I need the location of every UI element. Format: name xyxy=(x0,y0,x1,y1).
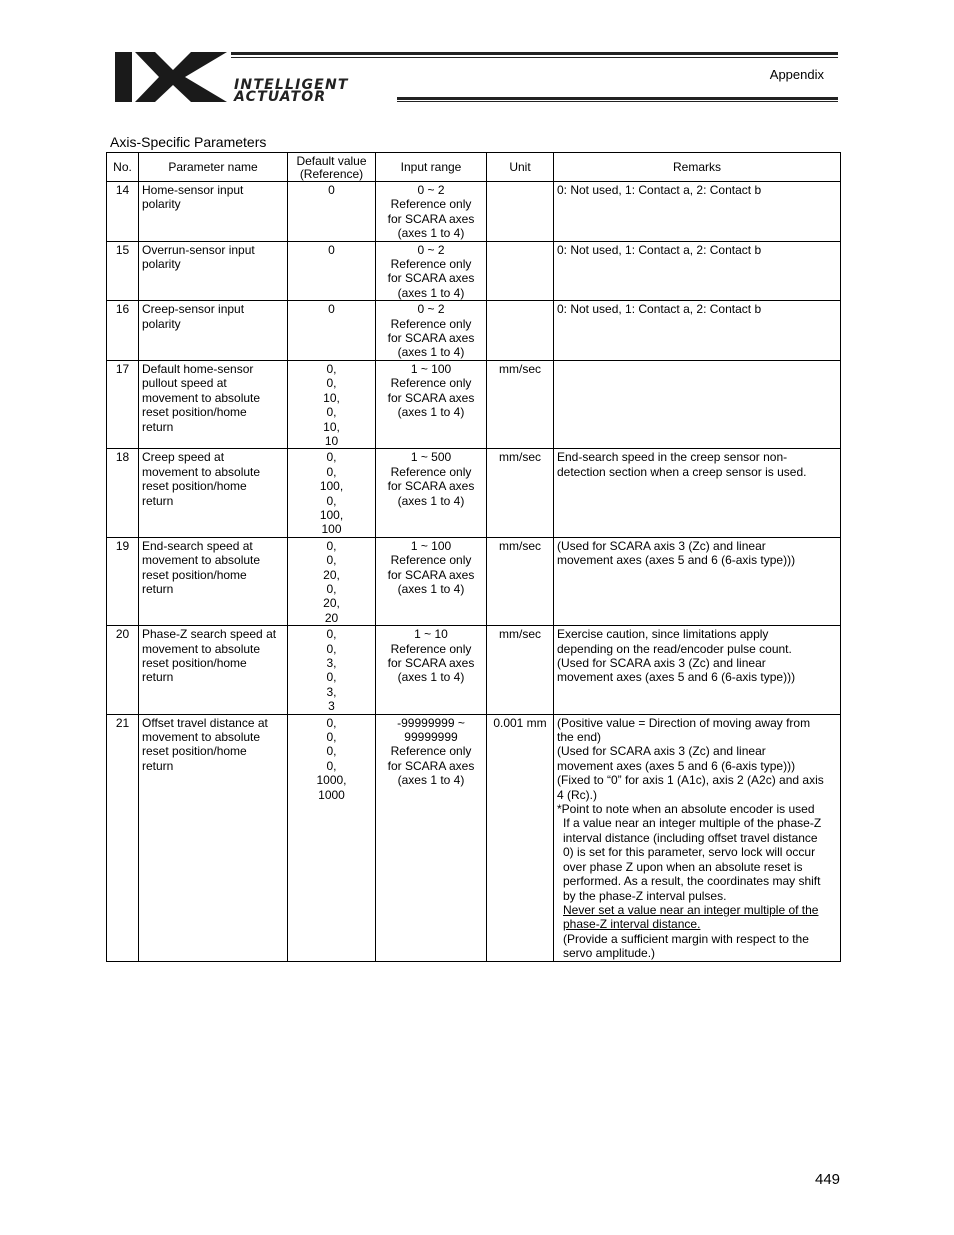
cell-remarks xyxy=(554,714,841,961)
cell-range: 1 ~ 10 Reference only for SCARA axes (axes 1 to 4) xyxy=(376,626,487,714)
cell-unit xyxy=(487,241,554,301)
cell-default: 0 xyxy=(288,182,376,242)
cell-unit xyxy=(487,301,554,361)
cell-remarks: 0: Not used, 1: Contact a, 2: Contact b xyxy=(554,301,841,361)
brand-line-2: ACTUATOR xyxy=(234,89,327,105)
cell-range: 1 ~ 100 Reference only for SCARA axes (axes 1 to 4) xyxy=(376,360,487,448)
header-rule-bottom xyxy=(397,97,838,100)
table-header-row xyxy=(107,153,841,182)
col-header-name: Parameter name xyxy=(139,153,288,182)
cell-unit xyxy=(487,182,554,242)
table-row xyxy=(107,360,841,448)
cell-no: 15 xyxy=(107,241,139,301)
cell-remarks: End-search speed in the creep sensor non- detection section when a creep sensor is used. xyxy=(554,449,841,537)
cell-no: 16 xyxy=(107,301,139,361)
col-header-default: Default value (Reference) xyxy=(288,153,376,182)
cell-no: 17 xyxy=(107,360,139,448)
cell-name: Home-sensor input polarity xyxy=(139,182,288,242)
cell-remarks: Exercise caution, since limitations apply depending on the read/encoder pulse count. (Used for SCARA axis 3 (Zc) and linear movement axes (axes 5 and 6 (6-axis type))) xyxy=(554,626,841,714)
cell-no: 21 xyxy=(107,714,139,961)
cell-no: 20 xyxy=(107,626,139,714)
table-title: Axis-Specific Parameters xyxy=(110,134,267,150)
cell-remarks: 0: Not used, 1: Contact a, 2: Contact b xyxy=(554,182,841,242)
cell-name: End-search speed at movement to absolute reset position/home return xyxy=(139,537,288,625)
cell-name: Default home-sensor pullout speed at movement to absolute reset position/home return xyxy=(139,360,288,448)
table-row xyxy=(107,626,841,714)
cell-range: 1 ~ 500 Reference only for SCARA axes (axes 1 to 4) xyxy=(376,449,487,537)
cell-default: 0, 0, 10, 0, 10, 10 xyxy=(288,360,376,448)
cell-default: 0, 0, 3, 0, 3, 3 xyxy=(288,626,376,714)
cell-unit: mm/sec xyxy=(487,449,554,537)
cell-no: 14 xyxy=(107,182,139,242)
col-header-remarks: Remarks xyxy=(554,153,841,182)
cell-default: 0, 0, 100, 0, 100, 100 xyxy=(288,449,376,537)
cell-default: 0, 0, 0, 0, 1000, 1000 xyxy=(288,714,376,961)
table-row xyxy=(107,301,841,361)
cell-range: 0 ~ 2 Reference only for SCARA axes (axes 1 to 4) xyxy=(376,182,487,242)
brand-wordmark xyxy=(234,79,349,103)
cell-name: Offset travel distance at movement to absolute reset position/home return xyxy=(139,714,288,961)
page-number: 449 xyxy=(815,1171,841,1188)
remarks-body: If a value near an integer multiple of the phase-Z interval distance (including offset travel distance 0) is set for this parameter, servo lock will occur over phase Z upon when an absolute reset is performed. As a result, the coordinates may shift by the phase-Z interval pulses. xyxy=(563,816,822,903)
col-header-range: Input range xyxy=(376,153,487,182)
table-row xyxy=(107,714,841,961)
table-row xyxy=(107,537,841,625)
table-row xyxy=(107,449,841,537)
cell-default: 0 xyxy=(288,241,376,301)
cell-name: Overrun-sensor input polarity xyxy=(139,241,288,301)
cell-unit: mm/sec xyxy=(487,537,554,625)
header-rule-top-thin xyxy=(231,57,838,58)
brand-line-1: INTELLIGENT xyxy=(234,77,349,93)
cell-unit: 0.001 mm xyxy=(487,714,554,961)
cell-no: 18 xyxy=(107,449,139,537)
header-rule-bottom-thin xyxy=(397,101,838,102)
col-header-no: No. xyxy=(107,153,139,182)
cell-remarks: 0: Not used, 1: Contact a, 2: Contact b xyxy=(554,241,841,301)
header-rule-top xyxy=(231,52,838,55)
cell-name: Phase-Z search speed at movement to absolute reset position/home return xyxy=(139,626,288,714)
cell-name: Creep speed at movement to absolute reset position/home return xyxy=(139,449,288,537)
cell-default: 0 xyxy=(288,301,376,361)
cell-default: 0, 0, 20, 0, 20, 20 xyxy=(288,537,376,625)
remarks-head: (Positive value = Direction of moving away from the end) (Used for SCARA axis 3 (Zc) and linear movement axes (axes 5 and 6 (6-axis type))) (Fixed to “0” for axis 1 (A1c), axis 2 (A2c) and axis 4 (Rc).) *Point to note when an absolute encoder is used xyxy=(557,715,824,817)
cell-range: 1 ~ 100 Reference only for SCARA axes (axes 1 to 4) xyxy=(376,537,487,625)
cell-remarks xyxy=(554,360,841,448)
cell-unit: mm/sec xyxy=(487,626,554,714)
cell-range: 0 ~ 2 Reference only for SCARA axes (axes 1 to 4) xyxy=(376,301,487,361)
ix-logo-icon xyxy=(115,52,230,104)
parameters-table xyxy=(106,152,841,962)
cell-name: Creep-sensor input polarity xyxy=(139,301,288,361)
cell-range: -99999999 ~ 99999999 Reference only for SCARA axes (axes 1 to 4) xyxy=(376,714,487,961)
cell-remarks: (Used for SCARA axis 3 (Zc) and linear movement axes (axes 5 and 6 (6-axis type))) xyxy=(554,537,841,625)
table-row xyxy=(107,182,841,242)
section-label: Appendix xyxy=(769,67,824,82)
col-header-unit: Unit xyxy=(487,153,554,182)
table-row xyxy=(107,241,841,301)
remarks-tail: (Provide a sufficient margin with respect to the servo amplitude.) xyxy=(563,931,809,961)
cell-range: 0 ~ 2 Reference only for SCARA axes (axes 1 to 4) xyxy=(376,241,487,301)
remarks-warning: Never set a value near an integer multiple of the phase-Z interval distance. xyxy=(563,902,819,932)
cell-no: 19 xyxy=(107,537,139,625)
cell-unit: mm/sec xyxy=(487,360,554,448)
